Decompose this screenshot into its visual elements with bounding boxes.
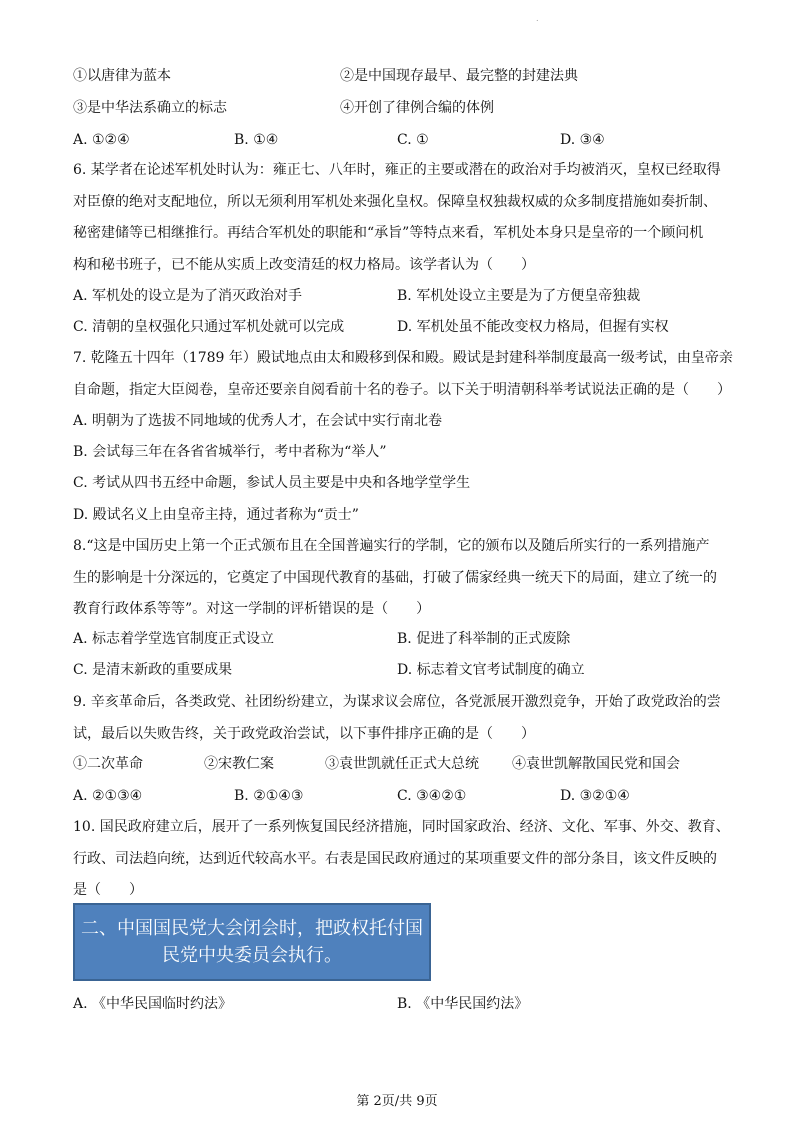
q7-option-d: D. 殿试名义上由皇帝主持，通过者称为“贡士” (73, 507, 359, 523)
q9-option-b: B. ②①④③ (234, 788, 304, 804)
q10-line: 行政、司法趋向统，达到近代较高水平。右表是国民政府通过的某项重要文件的部分条目，该文件反映的 (73, 850, 717, 867)
q9-line: 试，最后以失败告终，关于政党政治尝试，以下事件排序正确的是（ ） (73, 725, 535, 742)
q6-option-a: A. 军机处的设立是为了消灭政治对手 (73, 288, 303, 304)
excerpt-line: 二、中国国民党大会闭会时，把政权托付国 (81, 918, 423, 939)
q8-option-b: B. 促进了科举制的正式废除 (397, 631, 571, 647)
q9-event-1: ①二次革命 (73, 756, 143, 772)
q8-line: 教育行政体系等等”。对这一学制的评析错误的是（ ） (73, 601, 431, 617)
q7-option-a: A. 明朝为了选拔不同地域的优秀人才，在会试中实行南北卷 (73, 413, 443, 429)
q9-stem (73, 687, 733, 750)
q8-option-a: A. 标志着学堂选官制度正式设立 (73, 631, 275, 647)
q5-statement-2: ②是中国现存最早、最完整的封建法典 (340, 68, 578, 84)
q6-option-b: B. 军机处设立主要是为了方便皇帝独裁 (397, 288, 641, 304)
q10-line: 是（ ） (73, 882, 143, 898)
q5-statement-3: ③是中华法系确立的标志 (73, 100, 227, 116)
q9-line: 9. 辛亥革命后，各类政党、社团纷纷建立，为谋求议会席位，各党派展开激烈竞争，开始了政党政治的尝 (73, 694, 721, 710)
q5-option-d: D. ③④ (560, 132, 605, 148)
q5-statement-4: ④开创了律例合编的体例 (340, 100, 494, 116)
q6-option-c: C. 清朝的皇权强化只通过军机处就可以完成 (73, 319, 345, 335)
q8-stem (73, 531, 733, 626)
q10-line: 10. 国民政府建立后，展开了一系列恢复国民经济措施，同时国家政治、经济、文化、军事、外交、教育、 (73, 819, 730, 835)
q6-line: 构和秘书班子，已不能从实质上改变清廷的权力格局。该学者认为（ ） (73, 256, 535, 273)
q9-event-3: ③袁世凯就任正式大总统 (325, 756, 479, 772)
q7-line: 7. 乾隆五十四年（1789 年）殿试地点由太和殿移到保和殿。殿试是封建科举制度最高一级考试，由皇帝亲 (73, 350, 733, 366)
q7-option-c: C. 考试从四书五经中命题，参试人员主要是中央和各地学堂学生 (73, 475, 471, 491)
document-excerpt-box (73, 903, 431, 981)
q8-option-c: C. 是清末新政的重要成果 (73, 662, 233, 678)
q8-option-d: D. 标志着文官考试制度的确立 (397, 662, 585, 678)
q5-option-b: B. ①④ (234, 132, 279, 148)
q5-option-c: C. ① (397, 132, 429, 148)
q9-option-a: A. ②①③④ (73, 788, 143, 804)
q10-option-a: A. 《中华民国临时约法》 (73, 996, 233, 1012)
q6-stem (73, 155, 733, 281)
q5-statement-1: ①以唐律为蓝本 (73, 68, 171, 84)
corner-mark: . (536, 14, 539, 23)
q10-option-b: B. 《中华民国约法》 (397, 996, 529, 1012)
q9-option-c: C. ③④②① (397, 788, 467, 804)
q6-line: 对臣僚的绝对支配地位，所以无须利用军机处来强化皇权。保障皇权独裁权威的众多制度措施如奏折制、 (73, 193, 717, 210)
q6-option-d: D. 军机处虽不能改变权力格局，但握有实权 (397, 319, 669, 335)
q9-event-2: ②宋教仁案 (204, 756, 274, 772)
q6-line: 秘密建储等已相继推行。再结合军机处的职能和“承旨”等特点来看，军机处本身只是皇帝的一个顾问机 (73, 225, 704, 241)
q7-option-b: B. 会试每三年在各省省城举行，考中者称为“举人” (73, 444, 387, 460)
q5-option-a: A. ①②④ (73, 132, 130, 148)
q10-stem (73, 812, 733, 907)
q8-line: 8.“这是中国历史上第一个正式颁布且在全国普遍实行的学制，它的颁布以及随后所实行的一系列措施产 (73, 538, 710, 554)
q6-line: 6. 某学者在论述军机处时认为：雍正七、八年时，雍正的主要或潜在的政治对手均被消灭，皇权已经取得 (73, 162, 721, 178)
page-footer: 第 2页/共 9页 (356, 1094, 438, 1109)
q9-event-4: ④袁世凯解散国民党和国会 (512, 756, 680, 772)
q7-line: 自命题，指定大臣阅卷，皇帝还要亲自阅看前十名的卷子。以下关于明清朝科举考试说法正确的是（ ） (73, 381, 731, 398)
excerpt-line: 民党中央委员会执行。 (162, 945, 342, 966)
q8-line: 生的影响是十分深远的，它奠定了中国现代教育的基础，打破了儒家经典一统天下的局面，建立了统一的 (73, 569, 717, 586)
q7-stem (73, 343, 733, 406)
q9-option-d: D. ③②①④ (560, 788, 630, 804)
